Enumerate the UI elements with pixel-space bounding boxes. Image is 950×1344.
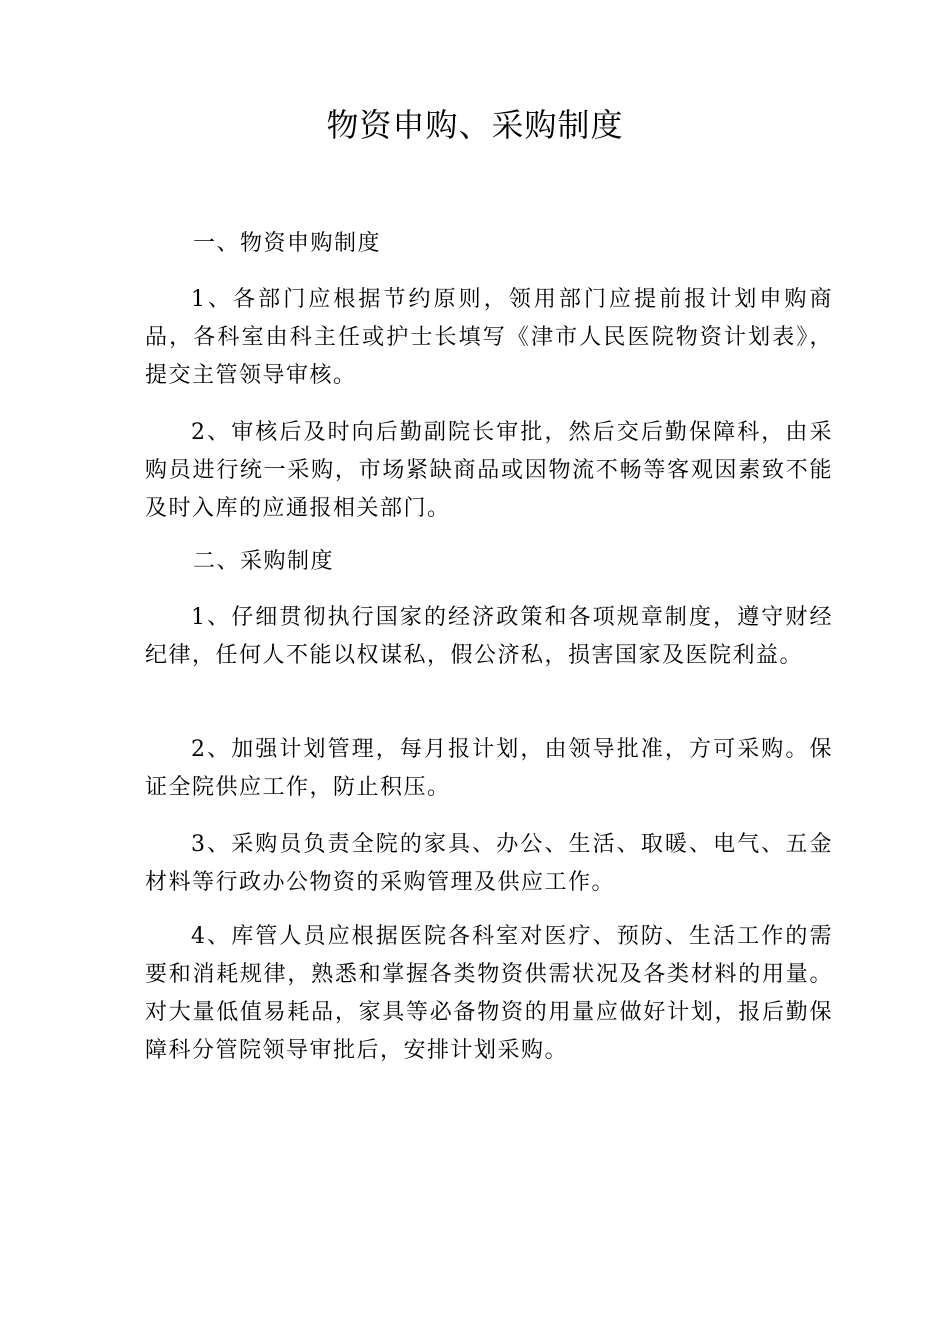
paragraph: 2、审核后及时向后勤副院长审批，然后交后勤保障科，由采购员进行统一采购，市场紧缺商品或因物流不畅等客观因素致不能及时入库的应通报相关部门。	[145, 420, 833, 521]
paragraph: 3、采购员负责全院的家具、办公、生活、取暖、电气、五金材料等行政办公物资的采购管理及供应工作。	[145, 832, 833, 895]
section-heading-purchase-request: 一、物资申购制度	[193, 231, 382, 256]
section-heading-procurement: 二、采购制度	[193, 549, 335, 574]
paragraph: 4、库管人员应根据医院各科室对医疗、预防、生活工作的需要和消耗规律，熟悉和掌握各类物资供需状况及各类材料的用量。对大量低值易耗品，家具等必备物资的用量应做好计划，报后勤保障科分管院领导审批后，安排计划采购。	[145, 924, 833, 1063]
paragraph: 1、仔细贯彻执行国家的经济政策和各项规章制度，遵守财经纪律，任何人不能以权谋私，假公济私，损害国家及医院利益。	[145, 605, 833, 668]
paragraph: 2、加强计划管理，每月报计划，由领导批准，方可采购。保证全院供应工作，防止积压。	[145, 737, 833, 800]
document-title: 物资申购、采购制度	[326, 106, 624, 144]
paragraph: 1、各部门应根据节约原则，领用部门应提前报计划申购商品，各科室由科主任或护士长填写《津市人民医院物资计划表》，提交主管领导审核。	[145, 287, 833, 388]
